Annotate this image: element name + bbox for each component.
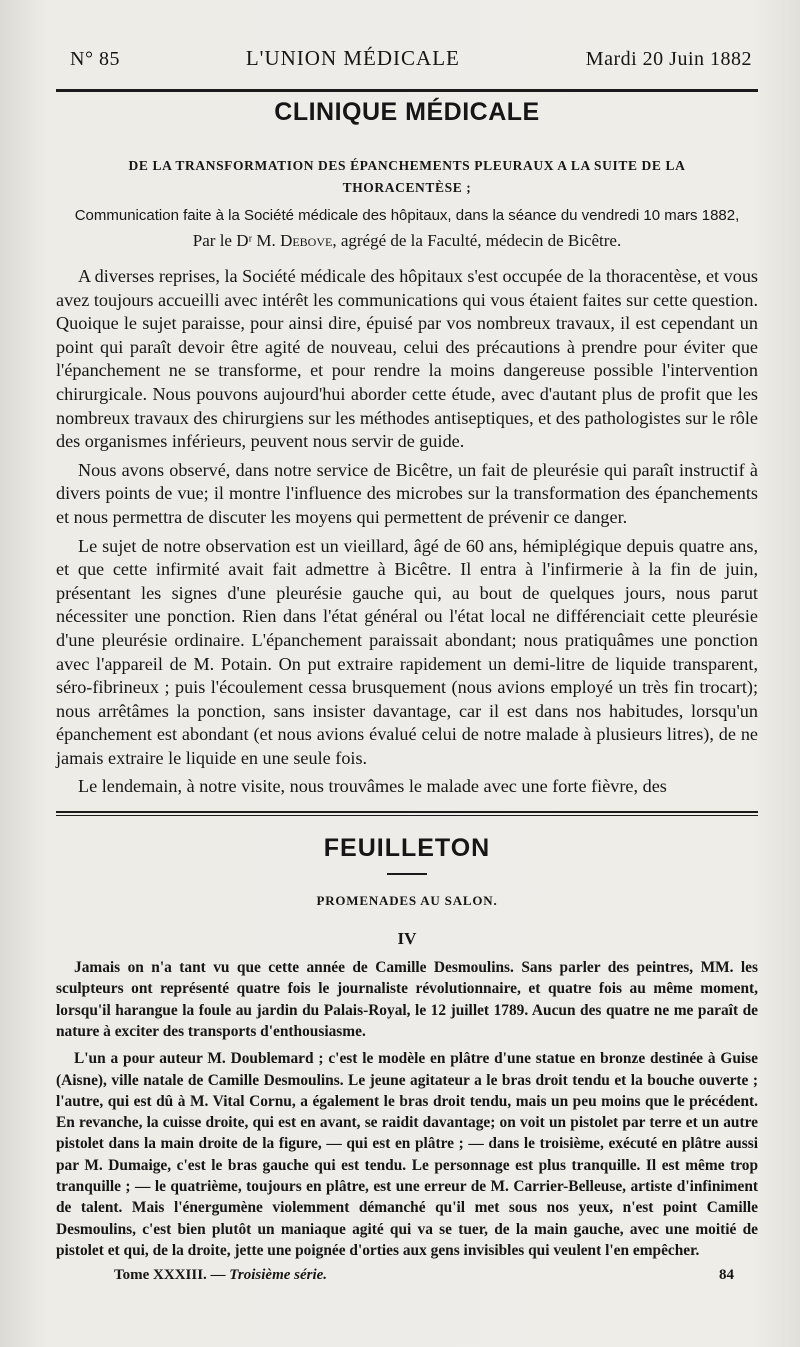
author-suffix: , agrégé de la Faculté, médecin de Bicêtre. <box>332 231 622 250</box>
page-number: 84 <box>719 1267 734 1284</box>
article-paragraph: Nous avons observé, dans notre service de Bicêtre, un fait de pleurésie qui paraît instructif à divers points de vue; il montre l'influence des microbes sur la transformation des épanchements et nous permettra de discuter les moyens qui permettent de prévenir ce danger. <box>56 459 758 527</box>
page-footer <box>56 1267 758 1284</box>
article-author <box>56 229 758 253</box>
article-paragraph: Le sujet de notre observation est un vieillard, âgé de 60 ans, hémiplégique depuis quatre ans, et que cette infirmité avait fait admettre à Bicêtre. Il entra à l'infirmerie à la fin de juin, présentant les signes d'une pleurésie gauche qui, au bout de quelques jours, nous parut nécessiter une ponction. Rien dans l'état général ou l'état local ne différenciait cette pleurésie d'une pleurésie ordinaire. L'épanchement paraissait abondant; nous pratiquâmes une ponction avec l'appareil de M. Potain. On put extraire rapidement un demi-litre de liquide transparent, séro-fibrineux ; puis l'écoulement cessa brusquement (nous avions employé un très fin trocart); nous arrêtâmes la ponction, sans insister davantage, car il est dans nos habitudes, lorsqu'un épanchement est abondant (et nous avions évalué celui de notre malade à plusieurs litres), de ne jamais extraire le liquide en une seule fois. <box>56 535 758 768</box>
article-paragraph: A diverses reprises, la Société médicale des hôpitaux s'est occupée de la thoracentèse, et vous avez toujours accueilli avec intérêt les communications qui vous étaient faites sur cette question. Quoique le sujet paraisse, pour ainsi dire, épuisé par vos nombreux travaux, il est cependant un point qui paraît devoir être agité de nouveau, celui des précautions à prendre pour éviter que l'épanchement ne se transforme, et pour rendre la moins dangereuse possible l'intervention chirurgicale. Nous pouvons aujourd'hui aborder cette étude, avec d'autant plus de profit que les nombreux travaux des chirurgiens sur les méthodes antiseptiques, et des pathologistes sur le rôle des organismes inférieurs, peuvent nous servir de guide. <box>56 266 759 452</box>
tome-series: Troisième série. <box>229 1267 328 1284</box>
feuilleton-title: FEUILLETON <box>323 834 491 863</box>
feuilleton-subtitle: PROMENADES AU SALON. <box>316 893 498 909</box>
article-communication: Communication faite à la Société médicale des hôpitaux, dans la séance du vendredi 10 mars 1882, <box>74 207 740 224</box>
article-title: DE LA TRANSFORMATION DES ÉPANCHEMENTS PLEURAUX A LA SUITE DE LA THORACENTÈSE ; <box>128 158 686 195</box>
article-paragraph: Le lendemain, à notre visite, nous trouvâmes le malade avec une forte fièvre, des <box>78 776 667 797</box>
feuilleton-divider <box>56 811 758 816</box>
header-rule <box>56 89 758 92</box>
feuilleton-body <box>56 957 758 1261</box>
article-body <box>56 265 758 799</box>
feuilleton-chapter: IV <box>397 929 417 949</box>
tome-label <box>114 1267 327 1284</box>
author-prefix: Par le Dʳ M. <box>192 231 281 250</box>
author-name: Debove <box>280 231 333 250</box>
issue-date: Mardi 20 Juin 1882 <box>585 48 752 70</box>
page-header <box>56 46 758 71</box>
section-title: CLINIQUE MÉDICALE <box>274 98 540 126</box>
feuilleton-rule <box>387 873 427 875</box>
feuilleton-paragraph: Jamais on n'a tant vu que cette année de Camille Desmoulins. Sans parler des peintres, MM. les sculpteurs ont représenté quatre fois le journaliste révolutionnaire, et quatre fois au même moment, lorsqu'il harangue la foule au jardin du Palais-Royal, le 12 juillet 1789. Aucun des quatre ne me paraît de nature à exciter des transports d'enthousiasme. <box>56 959 758 1040</box>
issue-number: N° 85 <box>70 48 120 70</box>
feuilleton-paragraph: L'un a pour auteur M. Doublemard ; c'est le modèle en plâtre d'une statue en bronze destinée à Guise (Aisne), ville natale de Camille Desmoulins. Le jeune agitateur a le bras droit tendu et la bouche ouverte ; l'autre, qui est dû à M. Vital Cornu, a également le bras droit tendu, mais un peu moins que le précédent. En revanche, la cuisse droite, qui est en avant, se raidit davantage; on voit un pistolet par terre et un autre pistolet dans la main droite de la figure, — qui est en plâtre ; — dans le troisième, exécuté en plâtre aussi par M. Dumaige, c'est le bras gauche qui est tendu. Le personnage est plus tranquille. Il est même trop tranquille ; — le quatrième, toujours en plâtre, est une erreur de M. Carrier-Belleuse, artiste d'infiniment de talent. Mais l'énergumène violemment démanché qu'il met sous nos yeux, n'est point Camille Desmoulins, c'est bien plutôt un maniaque agité qui va se tuer, de la main gauche, avec une moitié de pistolet et qui, de la droite, jette une poignée d'orties aux gens invisibles qui veulent l'en empêcher. <box>56 1050 758 1259</box>
journal-title: L'UNION MÉDICALE <box>245 46 460 70</box>
tome-number: Tome XXXIII. — <box>114 1267 230 1284</box>
